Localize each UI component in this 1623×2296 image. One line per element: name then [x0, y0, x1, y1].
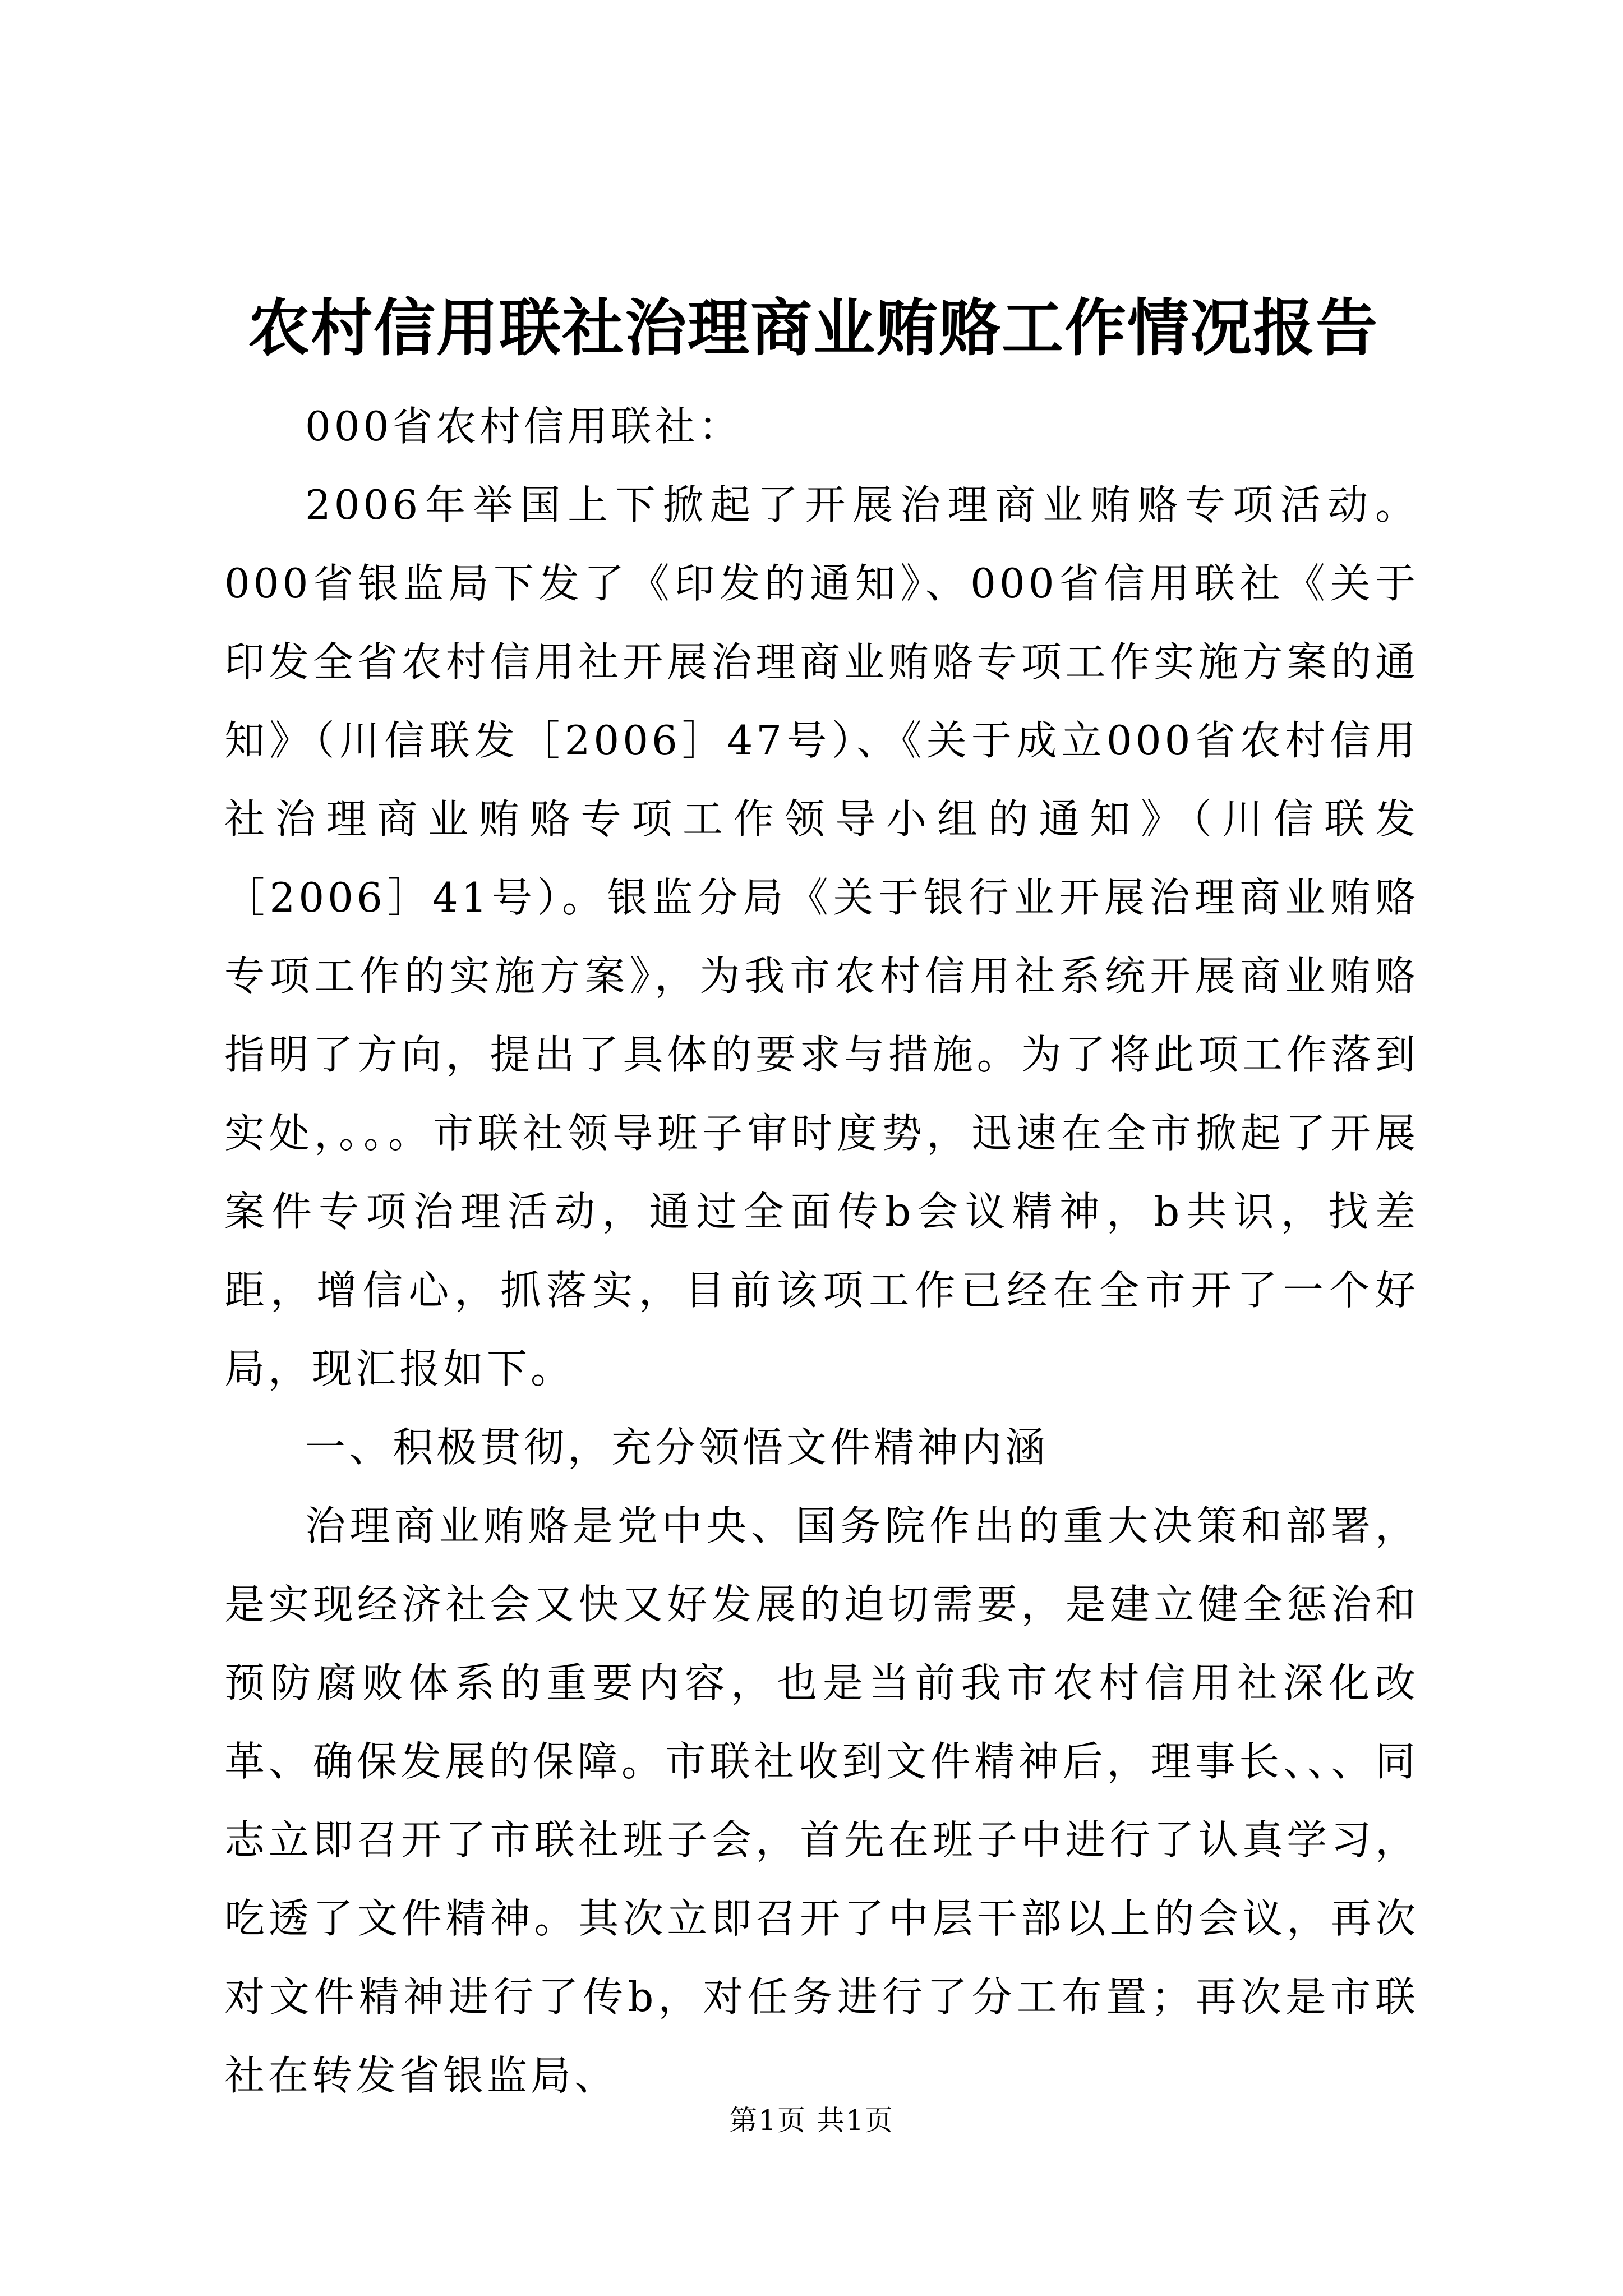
section-heading-1: 一、积极贯彻，充分领悟文件精神内涵 [305, 1424, 1049, 1471]
salutation: 000省农村信用联社： [305, 403, 743, 450]
paragraph-section-1: 治理商业贿赂是党中央、国务院作出的重大决策和部署，是实现经济社会又快又好发展的迫切需要，是建立健全惩治和预防腐败体系的重要内容，也是当前我市农村信用社深化改革、确保发展的保障。市联社收到文件精神后，理事长、、、同志立即召开了市联社班子会，首先在班子中进行了认真学习，吃透了文件精神。其次立即召开了中层干部以上的会议，再次对文件精神进行了传b，对任务进行了分工布置；再次是市联社在转发省银监局、 [224, 1502, 1419, 2099]
page-footer: 第1页 共1页 [729, 2104, 894, 2137]
document-title: 农村信用联社治理商业贿赂工作情况报告 [248, 292, 1378, 364]
paragraph-intro: 2006年举国上下掀起了开展治理商业贿赂专项活动。000省银监局下发了《印发的通知》、000省信用联社《关于印发全省农村信用社开展治理商业贿赂专项工作实施方案的通知》（川信联发［2006］47号）、《关于成立000省农村信用社治理商业贿赂专项工作领导小组的通知》（川信联发［2006］41号）。银监分局《关于银行业开展治理商业贿赂专项工作的实施方案》，为我市农村信用社系统开展商业贿赂指明了方向，提出了具体的要求与措施。为了将此项工作落到实处，。。。市联社领导班子审时度势，迅速在全市掀起了开展案件专项治理活动，通过全面传b会议精神，b共识，找差距，增信心，抓落实，目前该项工作已经在全市开了一个好局，现汇报如下。 [224, 481, 1419, 1392]
document-body [224, 387, 1419, 2115]
